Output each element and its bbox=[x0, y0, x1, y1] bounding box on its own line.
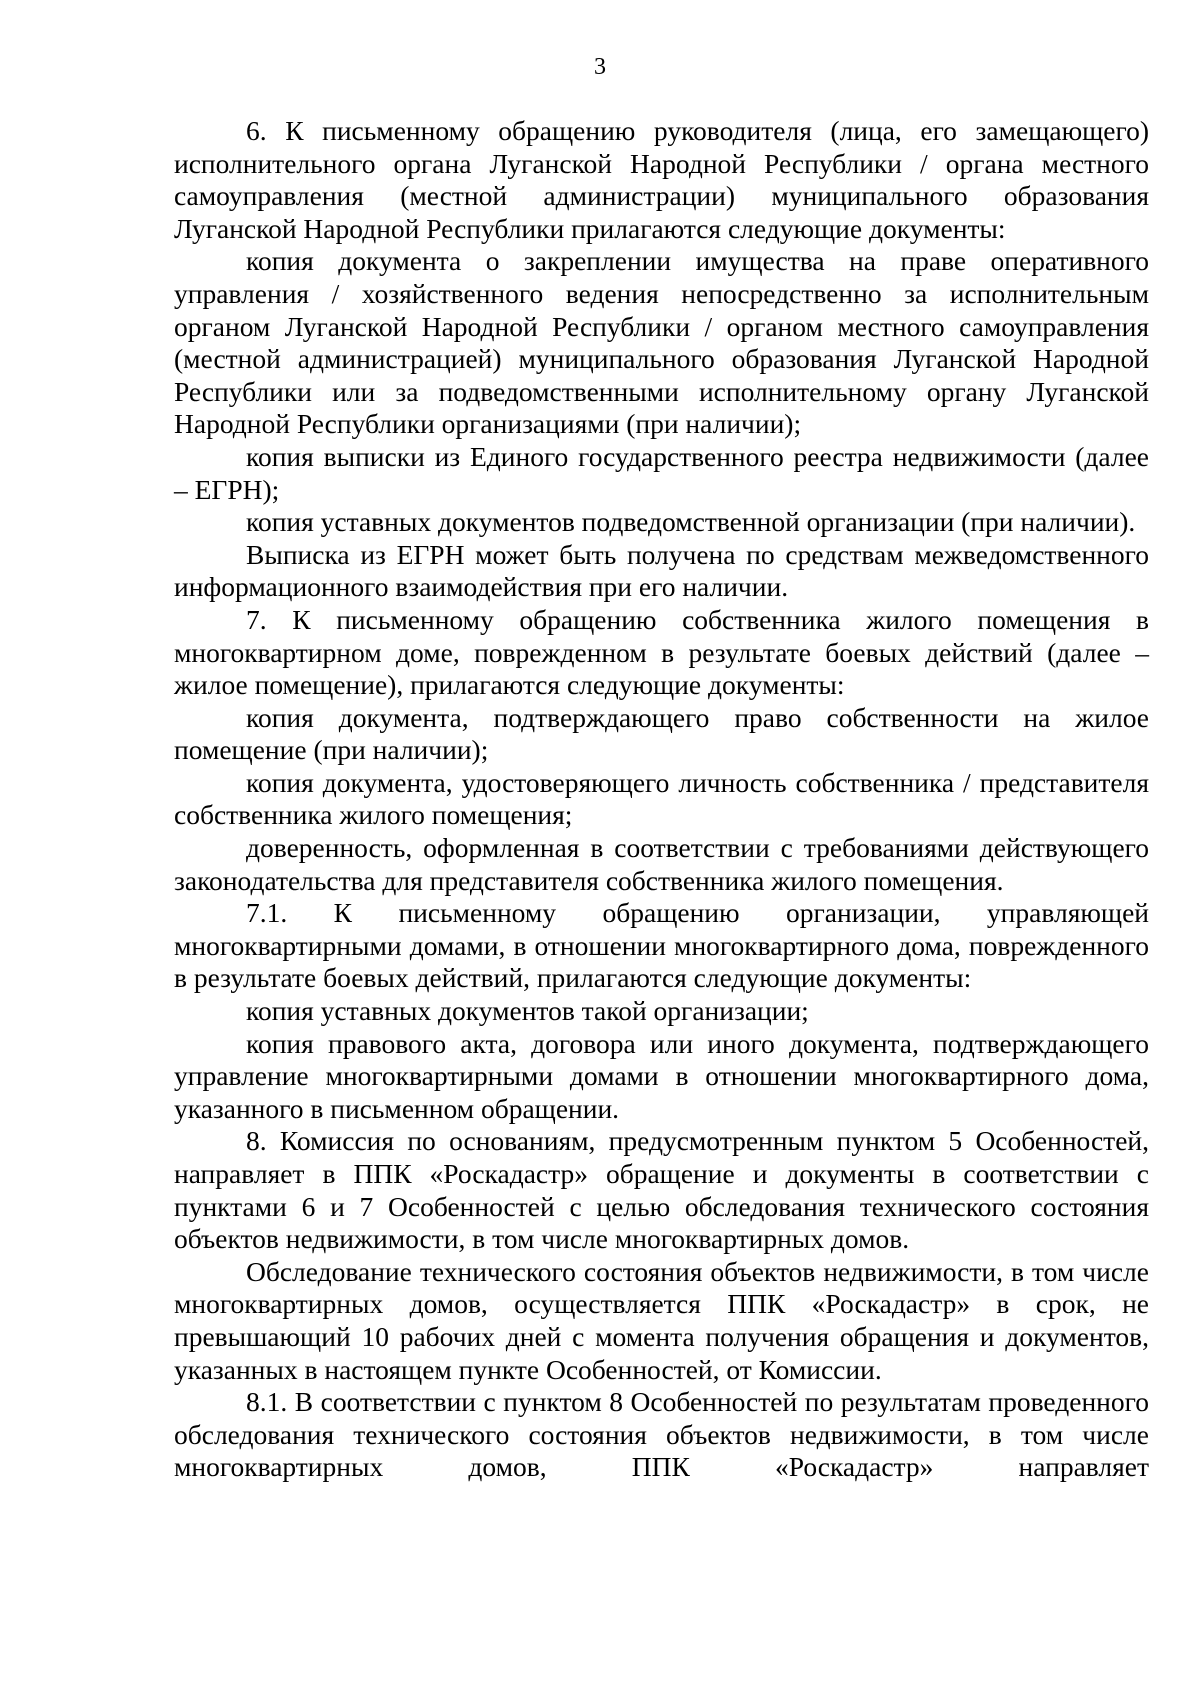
paragraph-item-8: 8. Комиссия по основаниям, предусмотренным пунктом 5 Особенностей, направляет в ППК «Роскадастр» обращение и документы в соответствии с пунктами 6 и 7 Особенностей с целью обследования технического состояния объектов недвижимости, в том числе многоквартирных домов. bbox=[174, 1125, 1149, 1255]
paragraph-item-6: 6. К письменному обращению руководителя (лица, его замещающего) исполнительного органа Луганской Народной Республики / органа местного самоуправления (местной администрации) муниципального образования Луганской Народной Республики прилагаются следующие документы: bbox=[174, 115, 1149, 244]
document-body bbox=[174, 115, 1149, 1484]
paragraph-copy-ownership-document: копия документа, подтверждающего право собственности на жилое помещение (при наличии); bbox=[174, 701, 1149, 766]
page-number: 3 bbox=[594, 54, 606, 80]
paragraph-copy-egrn-extract: копия выписки из Единого государственного реестра недвижимости (далее – ЕГРН); bbox=[174, 440, 1149, 505]
paragraph-item-8-1: 8.1. В соответствии с пунктом 8 Особенностей по результатам проведенного обследования технического состояния объектов недвижимости, в том числе многоквартирных домов, ППК «Роскадастр» направляет bbox=[174, 1386, 1149, 1483]
paragraph-copy-charter-documents: копия уставных документов подведомственной организации (при наличии). bbox=[246, 506, 1136, 538]
paragraph-power-of-attorney: доверенность, оформленная в соответствии с требованиями действующего законодательства для представителя собственника жилого помещения. bbox=[174, 832, 1149, 896]
paragraph-copy-organization-charter: копия уставных документов такой организации; bbox=[246, 995, 809, 1027]
paragraph-copy-management-act: копия правового акта, договора или иного документа, подтверждающего управление многоквартирными домами в отношении многоквартирного дома, указанного в письменном обращении. bbox=[174, 1027, 1149, 1124]
paragraph-egrn-interagency: Выписка из ЕГРН может быть получена по средствам межведомственного информационного взаимодействия при его наличии. bbox=[174, 538, 1149, 603]
paragraph-inspection-term: Обследование технического состояния объектов недвижимости, в том числе многоквартирных домов, осуществляется ППК «Роскадастр» в срок, не превышающий 10 рабочих дней с момента получения обращения и документов, указанных в настоящем пункте Особенностей, от Комиссии. bbox=[174, 1255, 1149, 1385]
paragraph-item-7: 7. К письменному обращению собственника жилого помещения в многоквартирном доме, поврежденном в результате боевых действий (далее – жилое помещение), прилагаются следующие документы: bbox=[174, 603, 1149, 701]
paragraph-copy-identity-document: копия документа, удостоверяющего личность собственника / представителя собственника жилого помещения; bbox=[174, 766, 1149, 831]
paragraph-item-7-1: 7.1. К письменному обращению организации, управляющей многоквартирными домами, в отношении многоквартирного дома, поврежденного в результате боевых действий, прилагаются следующие документы: bbox=[174, 897, 1149, 994]
paragraph-copy-property-document: копия документа о закреплении имущества на праве оперативного управления / хозяйственного ведения непосредственно за исполнительным органом Луганской Народной Республики / органом местного самоуправления (местной администрацией) муниципального образования Луганской Народной Республики или за подведомственными исполнительному органу Луганской Народной Республики организациями (при наличии); bbox=[174, 245, 1149, 440]
